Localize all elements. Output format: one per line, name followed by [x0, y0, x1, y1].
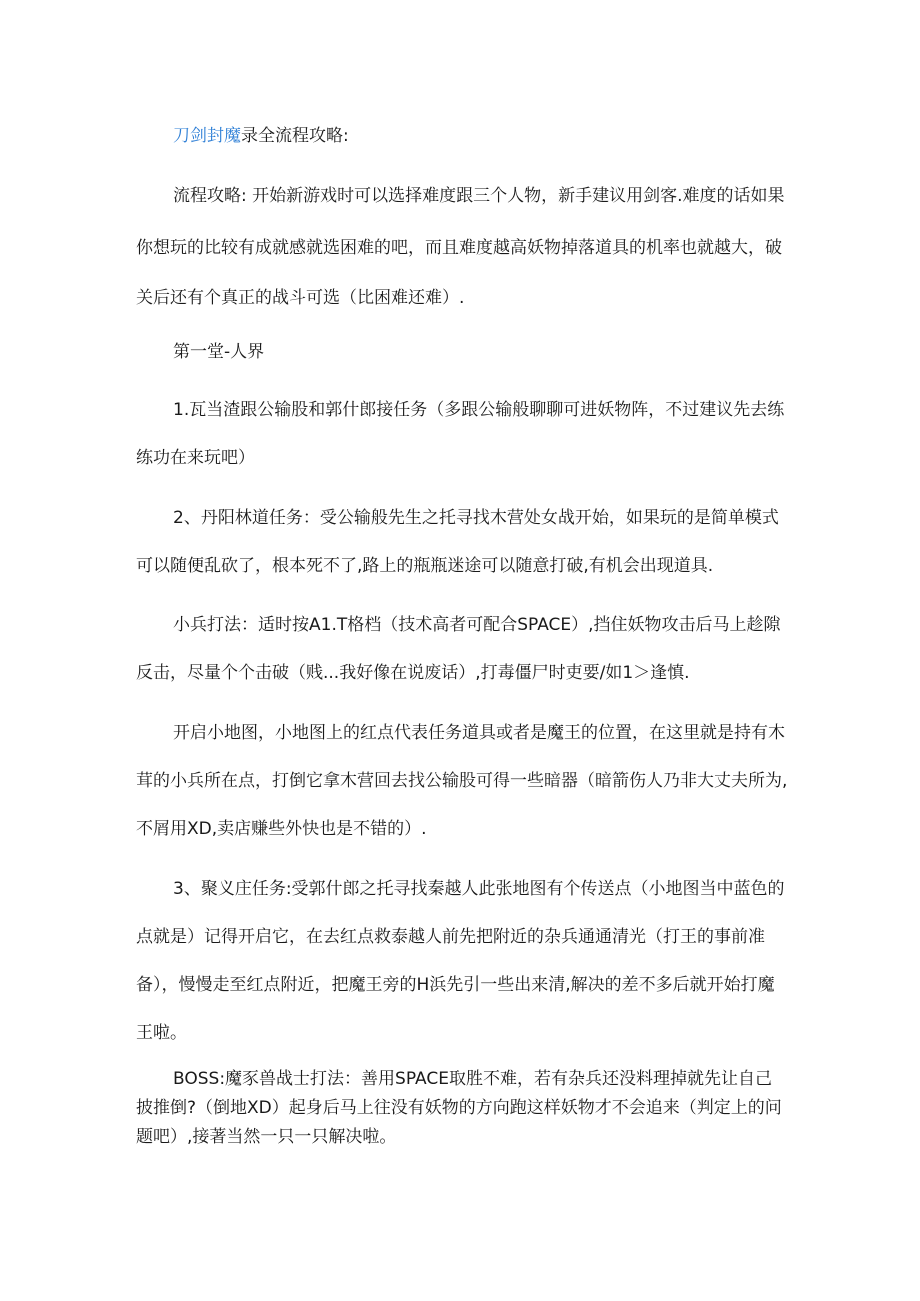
boss-line-1: BOSS:魔豕兽战士打法：善用SPACE取胜不难，若有杂兵还没料理掉就先让自己	[173, 1069, 772, 1089]
title-rest: 录全流程攻略:	[241, 126, 349, 146]
task1-line-2: 练功在来玩吧）	[136, 448, 255, 468]
task1-line-1: 1.瓦当渣跟公输股和郭什郎接任务（多跟公输般聊聊可进妖物阵，不过建议先去练	[173, 400, 785, 420]
chapter-heading: 第一堂-人界	[173, 342, 265, 362]
intro-line-2: 你想玩的比较有成就感就选困难的吧，而且难度越高妖物掉落道具的机率也就越大，破	[136, 238, 782, 258]
boss-line-3: 题吧）,接著当然一只一只解决啦。	[136, 1127, 397, 1147]
boss-line-2: 披推倒?（倒地XD）起身后马上往没有妖物的方向跑这样妖物才不会追来（判定上的问	[136, 1098, 782, 1118]
minimap-line-1: 开启小地图，小地图上的红点代表任务道具或者是魔王的位置，在这里就是持有木	[173, 723, 785, 743]
title-link[interactable]: 刀剑封魔	[173, 126, 241, 146]
document-title	[173, 124, 349, 148]
minimap-line-3: 不屑用XD,卖店赚些外快也是不错的）.	[136, 819, 427, 839]
task3-line-2: 点就是）记得开启它，在去红点救泰越人前先把附近的杂兵通通清光（打王的事前准	[136, 927, 765, 947]
task3-line-1: 3、聚义庄任务:受郭什郎之托寻找秦越人此张地图有个传送点（小地图当中蓝色的	[173, 879, 785, 899]
task3-line-4: 王啦。	[136, 1023, 187, 1043]
soldier-line-2: 反击，尽量个个击破（贱...我好像在说废话）,打毒僵尸时吏要/如1＞逢慎.	[136, 663, 690, 683]
intro-line-1: 流程攻略: 开始新游戏时可以选择难度跟三个人物，新手建议用剑客.难度的话如果	[173, 186, 785, 206]
task2-line-1: 2、丹阳林道任务：受公输般先生之托寻找木营处女战开始，如果玩的是简单模式	[173, 508, 779, 528]
task2-line-2: 可以随便乱砍了，根本死不了,路上的瓶瓶迷途可以随意打破,有机会出现道具.	[136, 556, 714, 576]
soldier-line-1: 小兵打法：适时按A1.T格档（技术高者可配合SPACE）,挡住妖物攻击后马上趁隙	[173, 615, 781, 635]
minimap-line-2: 茸的小兵所在点，打倒它拿木营回去找公输股可得一些暗器（暗箭伤人乃非大丈夫所为,	[136, 771, 788, 791]
task3-line-3: 备），慢慢走至红点附近，把魔王旁的H浜先引一些出来清,解决的差不多后就开始打魔	[136, 975, 775, 995]
intro-line-3: 关后还有个真正的战斗可选（比困难还难）.	[136, 288, 465, 308]
